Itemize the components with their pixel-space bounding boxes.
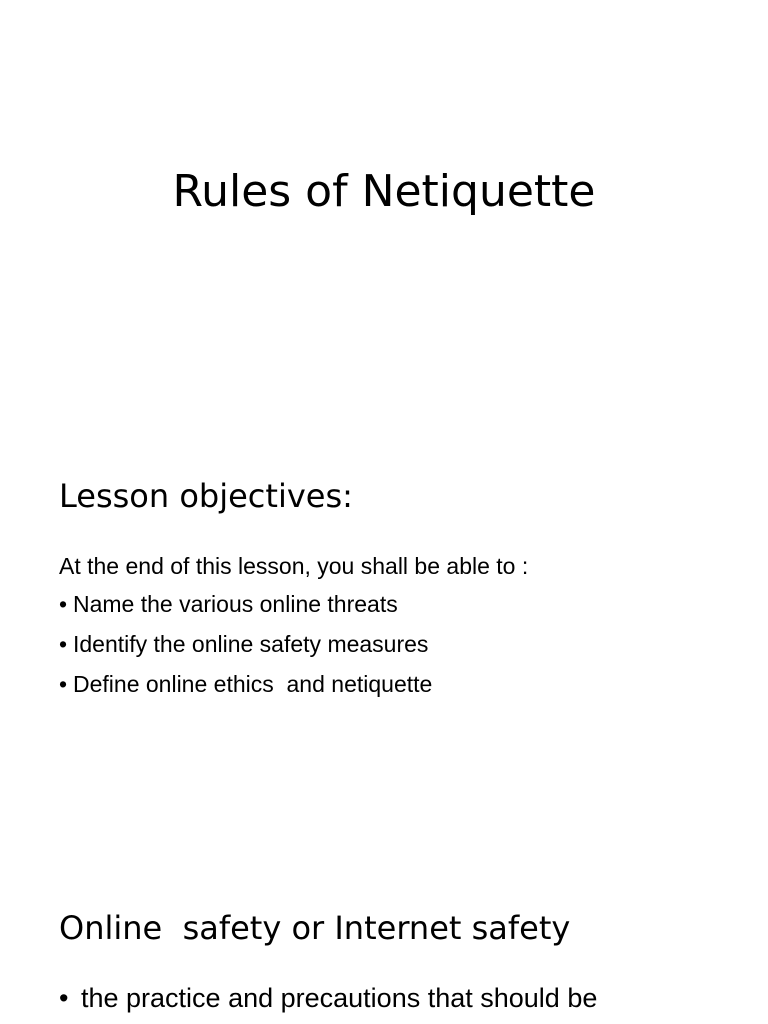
list-item [59,980,759,1016]
list-item-text: the practice and precautions that should be [81,983,598,1013]
list-item-text: Name the various online threats [73,591,398,617]
bullet-icon: • [59,591,68,617]
presentation-title: Rules of Netiquette [172,166,596,217]
objectives-list [59,589,432,709]
slide-heading: Lesson objectives: [59,477,353,515]
intro-text: At the end of this lesson, you shall be able to : [59,553,529,579]
bullet-icon: • [59,631,68,657]
slide-heading: Online safety or Internet safety [59,909,571,947]
list-item [59,589,432,629]
list-item-text: Identify the online safety measures [73,631,429,657]
slide-online-safety [0,880,768,1024]
bullet-icon: • [59,983,69,1013]
slide-lesson-objectives [0,440,768,860]
slide-title [0,0,768,420]
list-item-text: Define online ethics and netiquette [73,671,433,697]
list-item [59,669,432,709]
definition-list [59,980,759,1016]
bullet-icon: • [59,671,68,697]
list-item [59,629,432,669]
